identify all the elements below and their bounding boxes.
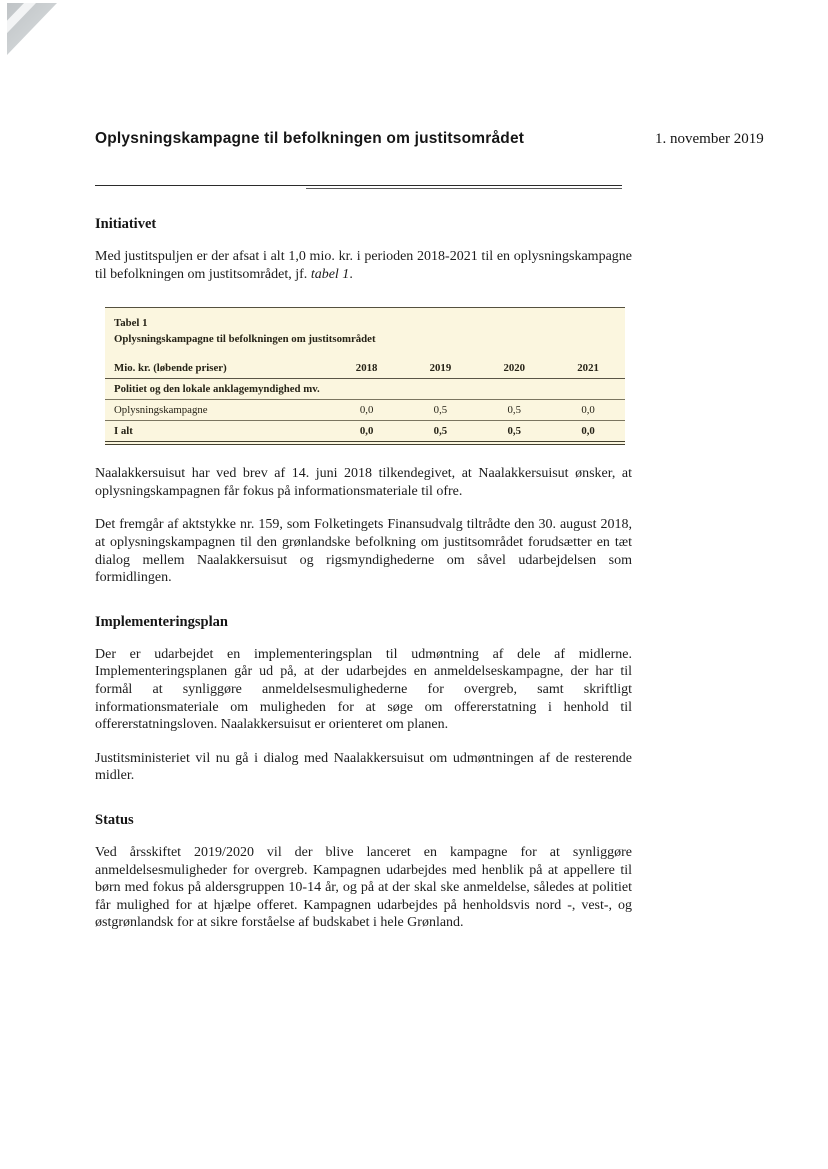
page-title: Oplysningskampagne til befolkningen om justitsområdet xyxy=(95,130,525,147)
total-value-2018: 0,0 xyxy=(330,421,404,442)
scan-corner-artifact xyxy=(7,3,57,55)
row-value-2021: 0,0 xyxy=(551,400,625,421)
row-value-2020: 0,5 xyxy=(477,400,551,421)
column-header-2020: 2020 xyxy=(477,358,551,379)
table-label: Tabel 1 xyxy=(114,317,148,330)
total-value-2019: 0,5 xyxy=(404,421,478,442)
paragraph-implementeringsplan: Der er udarbejdet en implementeringsplan til udmøntning af dele af midlerne. Implementeringsplanen går ud på, at der udarbejdes en anmeldelseskampagne, der har til formål at synliggøre anmeldelsesmulighederne for overgreb, samt skriftligt informationsmateriale om muligheden for at søge om offererstatning i henhold til offererstatningsloven. Naalakkersuisut er orienteret om planen. xyxy=(95,646,632,733)
section-heading-status: Status xyxy=(95,811,134,828)
document-header xyxy=(95,130,764,154)
section-heading-initiativet: Initiativet xyxy=(95,216,157,232)
table-group-row xyxy=(105,379,625,400)
row-value-2018: 0,0 xyxy=(330,400,404,421)
section-heading-implementeringsplan: Implementeringsplan xyxy=(95,613,228,630)
header-rule xyxy=(95,185,622,189)
table-row xyxy=(105,400,625,421)
budget-table xyxy=(105,358,625,442)
paragraph-intro xyxy=(95,248,632,283)
column-header-2021: 2021 xyxy=(551,358,625,379)
table-1-block xyxy=(105,307,625,445)
total-value-2021: 0,0 xyxy=(551,421,625,442)
column-header-label: Mio. kr. (løbende priser) xyxy=(105,358,330,379)
total-value-2020: 0,5 xyxy=(477,421,551,442)
table-total-row xyxy=(105,421,625,442)
column-header-2018: 2018 xyxy=(330,358,404,379)
document-date: 1. november 2019 xyxy=(655,131,764,147)
scan-corner-stripe xyxy=(7,3,57,55)
row-label: Oplysningskampagne xyxy=(105,400,330,421)
paragraph-naalakkersuisut-brev: Naalakkersuisut har ved brev af 14. juni 2018 tilkendegivet, at Naalakkersuisut ønsker, at oplysningskampagnen får fokus på informationsmateriale til ofre. xyxy=(95,466,632,499)
paragraph-justitsministeriet-dialog: Justitsministeriet vil nu gå i dialog med Naalakkersuisut om udmøntningen af de resterende midler. xyxy=(95,750,632,784)
paragraph-intro-text: Med justitspuljen er der afsat i alt 1,0 mio. kr. i perioden 2018-2021 til en oplysningskampagne til befolkningen om justitsområdet, jf. xyxy=(95,249,632,282)
paragraph-status: Ved årsskiftet 2019/2020 vil der blive lanceret en kampagne for at synliggøre anmeldelsesmuligheder for overgreb. Kampagnen udarbejdes med henblik på at appellere til børn med fokus på aldersgruppen 10-14 år, og på at der skal ske anmeldelse, således at politiet får mulighed for at hjælpe offeret. Kampagnen udarbejdes på henholdsvis nord -, vest-, og østgrønlandsk for at sikre forståelse af budskabet i hele Grønland. xyxy=(95,844,632,931)
column-header-2019: 2019 xyxy=(404,358,478,379)
table-group-heading: Politiet og den lokale anklagemyndighed mv. xyxy=(105,379,625,400)
table-header-row xyxy=(105,358,625,379)
paragraph-intro-end: . xyxy=(349,266,353,282)
table-title: Oplysningskampagne til befolkningen om justitsområdet xyxy=(114,333,376,346)
paragraph-intro-reference: tabel 1 xyxy=(310,266,350,282)
paragraph-aktstykke: Det fremgår af aktstykke nr. 159, som Folketingets Finansudvalg tiltrådte den 30. august 2018, at oplysningskampagnen til den grønlandske befolkning om justitsområdet forudsætter en tæt dialog mellem Naalakkersuisut og rigsmyndighederne om såvel udarbejdelsen som formidlingen. xyxy=(95,517,632,586)
document-content xyxy=(95,130,764,948)
row-value-2019: 0,5 xyxy=(404,400,478,421)
total-label: I alt xyxy=(105,421,330,442)
